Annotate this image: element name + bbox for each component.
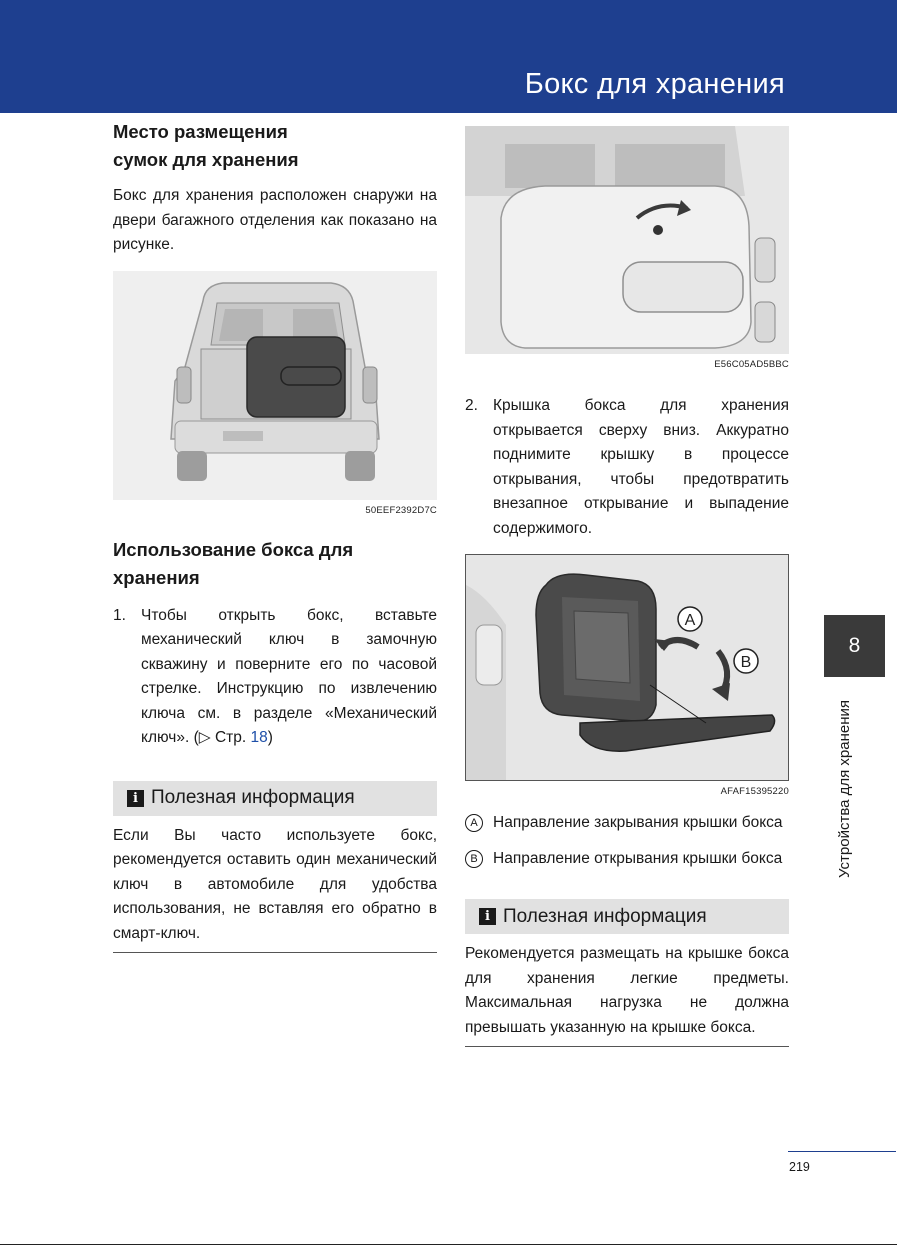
legend-badge-a: A [465,814,483,832]
steps-list [465,394,789,541]
placement-text: Бокс для хранения расположен снаружи на двери багажного отделения как показано на рисунке. [113,187,437,253]
box-open-illustration [466,555,788,780]
step-text: Крышка бокса для хранения открывается сверху вниз. Аккуратно поднимите крышку в процессе открывания, чтобы предотвратить внезапное открывание и выпадение содержимого. [493,397,789,537]
legend-text-b: Направление открывания крышки бокса [493,850,783,867]
figure-box-lock [465,126,789,354]
step-number: 1. [113,606,126,624]
bottom-rule [0,1244,897,1245]
step-item [465,394,789,541]
step-text-close: ) [267,729,273,746]
figure-code: E56C05AD5BBC [714,359,789,370]
info-icon: i [127,790,144,807]
step-number: 2. [465,397,478,414]
step-text: Чтобы открыть бокс, вставьте механический ключ в замочную скважину и поверните его по часовой стрелке. Инструкцию по извлечению ключа см. в разделе «Механический ключ». (▷ Стр. [141,606,437,746]
legend-badge-b: B [465,850,483,868]
info-box-header [113,781,437,816]
info-end-rule [113,952,437,953]
section-title-line: Использование бокса для [113,538,354,560]
figure-label-a: A [684,612,696,629]
steps-list [113,604,437,751]
chapter-tab: 8 [824,615,885,677]
figure-label-b: B [740,654,752,671]
figure-rear-view [113,271,437,500]
info-title: Полезная информация [151,787,355,808]
section-title-line: сумок для хранения [113,149,299,170]
page-link[interactable]: 18 [250,729,268,746]
chapter-title: Устройства для хранения [836,699,853,878]
info-end-rule [465,1046,789,1047]
info-icon: i [479,908,496,925]
legend-item-a [465,811,789,835]
page-number-rule [788,1151,896,1152]
figure-code: AFAF15395220 [720,786,789,797]
info-title: Полезная информация [503,905,707,927]
section-title-line: хранения [113,566,200,588]
car-rear-illustration [113,271,437,500]
page-number: 219 [789,1160,810,1174]
info-box-header [465,899,789,934]
page-title: Бокс для хранения [524,68,785,100]
section-title-placement [113,118,437,174]
step-item [113,604,437,751]
section-title-line: Место размещения [113,121,288,142]
figure-box-open [465,554,789,781]
legend-item-b [465,847,789,871]
section-title-usage [113,536,437,592]
left-column [113,118,437,953]
right-column [465,118,789,1047]
box-lock-illustration [465,126,789,354]
legend-text-a: Направление закрывания крышки бокса [493,814,783,831]
legend [465,811,789,871]
info-text: Рекомендуется размещать на крышке бокса для хранения легкие предметы. Максимальная нагрузка не должна превышать указанную на крышке бокса. [465,945,789,1036]
info-text: Если Вы часто используете бокс, рекомендуется оставить один механический ключ в автомобиле для удобства использования, не вставляя его обратно в смарт-ключ. [113,826,437,942]
figure-code: 50EEF2392D7C [365,504,437,516]
